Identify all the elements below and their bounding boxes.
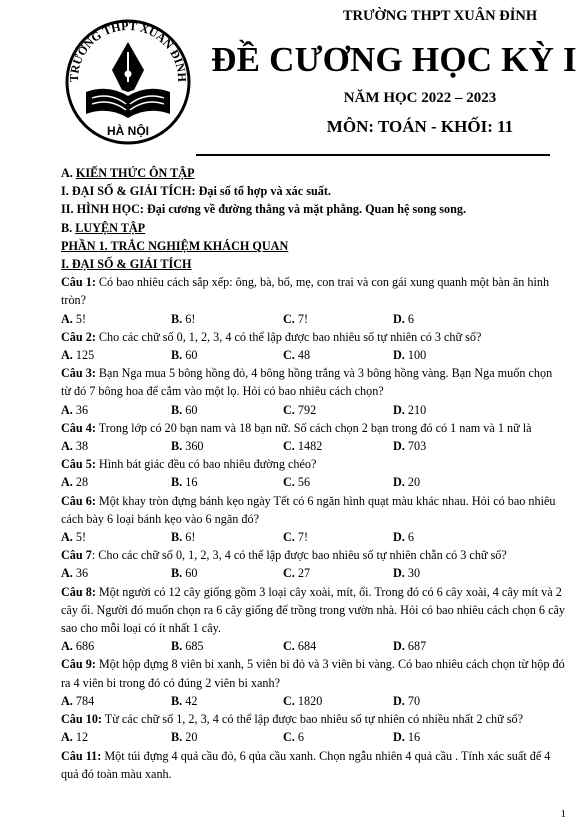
- answer-option-b: [171, 692, 283, 710]
- school-name: TRƯỜNG THPT XUÂN ĐỈNH: [342, 8, 538, 24]
- answer-option-c: [283, 528, 393, 546]
- question-body: Từ các chữ số 1, 2, 3, 4 có thể lập được bao nhiêu số tự nhiên có nhiều nhất 2 chữ số?: [101, 712, 523, 727]
- question-label: Câu 6:: [61, 493, 96, 508]
- option-value: 48: [294, 348, 311, 363]
- logo-city-text: HÀ NỘI: [107, 124, 149, 138]
- answer-option-d: [393, 346, 503, 364]
- question-label: Câu 8:: [61, 584, 96, 599]
- section-a-prefix: A.: [61, 166, 76, 180]
- option-letter: D.: [393, 402, 405, 417]
- option-letter: D.: [393, 693, 405, 708]
- option-letter: A.: [61, 402, 73, 417]
- answer-option-a: [61, 437, 171, 455]
- answer-option-b: [171, 346, 283, 364]
- answer-option-d: [393, 728, 503, 746]
- option-value: 16: [404, 730, 421, 745]
- document-title: ĐỀ CƯƠNG HỌC KỲ I: [211, 40, 577, 79]
- question-9: [61, 655, 565, 710]
- option-value: 684: [294, 639, 317, 654]
- answer-option-a: [61, 310, 171, 328]
- option-value: 6: [404, 530, 414, 545]
- option-value: 6!: [182, 311, 196, 326]
- answer-option-c: [283, 473, 393, 491]
- option-letter: B.: [171, 693, 183, 708]
- option-value: 70: [404, 693, 421, 708]
- question-label: Câu 9:: [61, 657, 96, 672]
- option-letter: A.: [61, 348, 73, 363]
- option-value: 60: [182, 566, 198, 581]
- option-letter: C.: [283, 693, 295, 708]
- question-body: Trong lớp có 20 bạn nam và 18 bạn nữ. Số cách chọn 2 bạn trong đó có 1 nam và 1 nữ là: [95, 420, 532, 435]
- question-text: [61, 546, 565, 564]
- answer-option-a: [61, 346, 171, 364]
- school-year: NĂM HỌC 2022 – 2023: [343, 90, 497, 106]
- question-11: [61, 747, 565, 783]
- option-letter: C.: [283, 475, 295, 490]
- question-body: : Cho các chữ số 0, 1, 2, 3, 4 có thể lập được bao nhiêu số tự nhiên chẵn có 3 chữ số?: [91, 548, 507, 563]
- question-text: [61, 455, 565, 473]
- question-text: [61, 747, 565, 783]
- answer-option-b: [171, 437, 283, 455]
- answer-options: [61, 346, 565, 364]
- answer-option-d: [393, 437, 503, 455]
- option-value: 5!: [72, 530, 87, 545]
- answer-option-c: [283, 728, 393, 746]
- option-letter: B.: [171, 566, 183, 581]
- option-value: 12: [72, 730, 89, 745]
- answer-option-b: [171, 637, 283, 655]
- logo-arc-text: TRƯỜNG THPT XUÂN ĐỈNH: [66, 18, 190, 83]
- option-letter: C.: [283, 639, 295, 654]
- answer-option-d: [393, 401, 503, 419]
- question-label: Câu 5:: [61, 457, 96, 472]
- answer-option-c: [283, 346, 393, 364]
- option-letter: B.: [171, 639, 183, 654]
- answer-option-c: [283, 310, 393, 328]
- option-value: 687: [404, 639, 427, 654]
- option-value: 210: [404, 402, 427, 417]
- option-value: 30: [404, 566, 421, 581]
- question-label: Câu 7: [61, 548, 92, 563]
- option-letter: A.: [61, 439, 73, 454]
- option-value: 792: [294, 402, 317, 417]
- document-body: [61, 164, 565, 783]
- option-value: 28: [72, 475, 89, 490]
- question-4: [61, 419, 565, 455]
- answer-option-b: [171, 728, 283, 746]
- question-text: [61, 583, 565, 638]
- question-body: Bạn Nga mua 5 bông hồng đỏ, 4 bông hồng trắng và 3 bông hồng vàng. Bạn Nga muốn chọn từ đó 7 bông hoa để cắm vào một lọ. Hỏi có bao nhiêu cách chọn?: [61, 366, 553, 399]
- answer-option-c: [283, 401, 393, 419]
- answer-option-b: [171, 528, 283, 546]
- question-body: Cho các chữ số 0, 1, 2, 3, 4 có thể lập được bao nhiêu số tự nhiên có 3 chữ số?: [95, 329, 482, 344]
- option-value: 20: [182, 730, 198, 745]
- question-label: Câu 10:: [61, 712, 102, 727]
- answer-option-d: [393, 473, 503, 491]
- option-value: 60: [182, 402, 198, 417]
- question-1: [61, 273, 565, 328]
- subsection-algebra-heading: I. ĐẠI SỐ & GIẢI TÍCH: [61, 257, 192, 272]
- header-divider: [196, 154, 550, 156]
- option-letter: B.: [171, 475, 183, 490]
- page-number: 1: [560, 808, 566, 820]
- option-value: 6!: [182, 530, 196, 545]
- option-letter: D.: [393, 439, 405, 454]
- option-value: 685: [182, 639, 204, 654]
- option-value: 42: [182, 693, 198, 708]
- option-value: 56: [294, 475, 311, 490]
- option-value: 27: [294, 566, 311, 581]
- question-text: [61, 655, 565, 691]
- answer-option-a: [61, 401, 171, 419]
- answer-option-c: [283, 692, 393, 710]
- question-text: [61, 492, 565, 528]
- question-body: Một túi đựng 4 quả cầu đỏ, 6 qủa cầu xanh. Chọn ngẫu nhiên 4 quả cầu . Tính xác suất để 4 quả đó toàn màu xanh.: [61, 748, 551, 781]
- option-letter: C.: [283, 348, 295, 363]
- answer-option-a: [61, 473, 171, 491]
- question-label: Câu 11:: [61, 748, 102, 763]
- option-letter: A.: [61, 311, 73, 326]
- school-logo: [64, 18, 192, 146]
- option-letter: B.: [171, 439, 183, 454]
- topic-geometry: II. HÌNH HỌC: Đại cương về đường thẳng và mặt phẳng. Quan hệ song song.: [61, 202, 466, 217]
- answer-option-c: [283, 637, 393, 655]
- option-value: 6: [404, 311, 414, 326]
- option-letter: B.: [171, 402, 183, 417]
- part-1-heading: PHẦN 1. TRẮC NGHIỆM KHÁCH QUAN: [61, 238, 289, 253]
- option-letter: C.: [283, 402, 295, 417]
- option-letter: D.: [393, 566, 405, 581]
- option-letter: D.: [393, 348, 405, 363]
- option-letter: A.: [61, 730, 73, 745]
- option-letter: B.: [171, 530, 183, 545]
- question-body: Một hộp đựng 8 viên bi xanh, 5 viên bi đỏ và 3 viên bi vàng. Có bao nhiêu cách chọn từ hộp đó ra 4 viên bi trong đó có đúng 2 viên bi xanh?: [61, 657, 565, 690]
- option-value: 60: [182, 348, 198, 363]
- section-a-title: KIẾN THỨC ÔN TẬP: [75, 166, 195, 180]
- option-value: 125: [72, 348, 95, 363]
- subject-line: MÔN: TOÁN - KHỐI: 11: [326, 117, 514, 136]
- answer-option-a: [61, 564, 171, 582]
- question-text: [61, 364, 565, 400]
- answer-options: [61, 728, 565, 746]
- answer-option-a: [61, 728, 171, 746]
- question-5: [61, 455, 565, 491]
- answer-option-b: [171, 473, 283, 491]
- option-value: 703: [404, 439, 427, 454]
- question-label: Câu 4:: [61, 420, 96, 435]
- answer-option-c: [283, 437, 393, 455]
- topic-algebra: I. ĐẠI SỐ & GIẢI TÍCH: Đại số tổ hợp và xác suất.: [61, 184, 331, 199]
- option-value: 7!: [294, 311, 309, 326]
- answer-options: [61, 473, 565, 491]
- option-letter: A.: [61, 693, 73, 708]
- section-b-heading: [61, 219, 565, 237]
- question-text: [61, 419, 565, 437]
- answer-option-a: [61, 637, 171, 655]
- option-value: 100: [404, 348, 427, 363]
- option-letter: C.: [283, 566, 295, 581]
- option-letter: D.: [393, 311, 405, 326]
- option-letter: B.: [171, 348, 183, 363]
- question-2: [61, 328, 565, 364]
- answer-option-b: [171, 564, 283, 582]
- answer-option-d: [393, 528, 503, 546]
- option-value: 16: [182, 475, 198, 490]
- question-body: Một khay tròn đựng bánh kẹo ngày Tết có 6 ngăn hình quạt màu khác nhau. Hỏi có bao nhiêu cách bày 6 loại bánh kẹo vào 6 ngăn đó?: [61, 493, 556, 526]
- answer-option-d: [393, 310, 503, 328]
- option-value: 36: [72, 402, 89, 417]
- option-letter: B.: [171, 730, 183, 745]
- option-letter: C.: [283, 439, 295, 454]
- option-value: 7!: [294, 530, 309, 545]
- option-value: 36: [72, 566, 89, 581]
- section-b-prefix: B.: [61, 220, 76, 235]
- answer-options: [61, 310, 565, 328]
- option-letter: C.: [283, 730, 295, 745]
- question-10: [61, 710, 565, 746]
- option-value: 38: [72, 439, 89, 454]
- answer-option-b: [171, 310, 283, 328]
- option-value: 360: [182, 439, 204, 454]
- answer-option-d: [393, 637, 503, 655]
- option-letter: A.: [61, 566, 73, 581]
- answer-options: [61, 528, 565, 546]
- question-body: Một người có 12 cây giống gồm 3 loại cây xoài, mít, ổi. Trong đó có 6 cây xoài, 4 cây mít và 2 cây ổi. Người đó muốn chọn ra 6 cây giống để trồng trong vườn nhà. Hỏi có bao nhiêu cách chọn 6 cây sao cho mỗi loại có ít nhất 1 cây.: [61, 584, 565, 636]
- option-value: 1820: [294, 693, 323, 708]
- option-letter: A.: [61, 530, 73, 545]
- option-letter: D.: [393, 730, 405, 745]
- answer-option-c: [283, 564, 393, 582]
- option-value: 5!: [72, 311, 87, 326]
- option-value: 1482: [294, 439, 323, 454]
- option-value: 784: [72, 693, 95, 708]
- section-b-title: LUYỆN TẬP: [75, 220, 146, 235]
- option-letter: A.: [61, 475, 73, 490]
- question-text: [61, 273, 565, 309]
- option-letter: C.: [283, 311, 295, 326]
- answer-options: [61, 564, 565, 582]
- option-letter: D.: [393, 475, 405, 490]
- answer-options: [61, 637, 565, 655]
- question-body: Hình bát giác đều có bao nhiêu đường chéo?: [95, 457, 317, 472]
- option-letter: B.: [171, 311, 183, 326]
- question-6: [61, 492, 565, 547]
- option-value: 686: [72, 639, 95, 654]
- question-label: Câu 2:: [61, 329, 96, 344]
- question-text: [61, 710, 565, 728]
- question-body: Có bao nhiêu cách sắp xếp: ông, bà, bố, mẹ, con trai và con gái xung quanh một bàn ăn hình tròn?: [61, 275, 550, 308]
- school-logo-icon: [64, 18, 192, 146]
- answer-options: [61, 437, 565, 455]
- answer-option-a: [61, 528, 171, 546]
- option-letter: A.: [61, 639, 73, 654]
- answer-options: [61, 401, 565, 419]
- question-7: [61, 546, 565, 582]
- question-label: Câu 1:: [61, 275, 96, 290]
- question-8: [61, 583, 565, 656]
- option-letter: D.: [393, 639, 405, 654]
- option-letter: C.: [283, 530, 295, 545]
- option-value: 6: [294, 730, 304, 745]
- option-value: 20: [404, 475, 421, 490]
- question-3: [61, 364, 565, 419]
- question-list: [61, 273, 565, 783]
- answer-option-d: [393, 564, 503, 582]
- section-a-heading: [61, 164, 565, 182]
- question-label: Câu 3:: [61, 366, 96, 381]
- answer-option-d: [393, 692, 503, 710]
- answer-option-a: [61, 692, 171, 710]
- option-letter: D.: [393, 530, 405, 545]
- answer-options: [61, 692, 565, 710]
- answer-option-b: [171, 401, 283, 419]
- question-text: [61, 328, 565, 346]
- document-header: [0, 0, 588, 160]
